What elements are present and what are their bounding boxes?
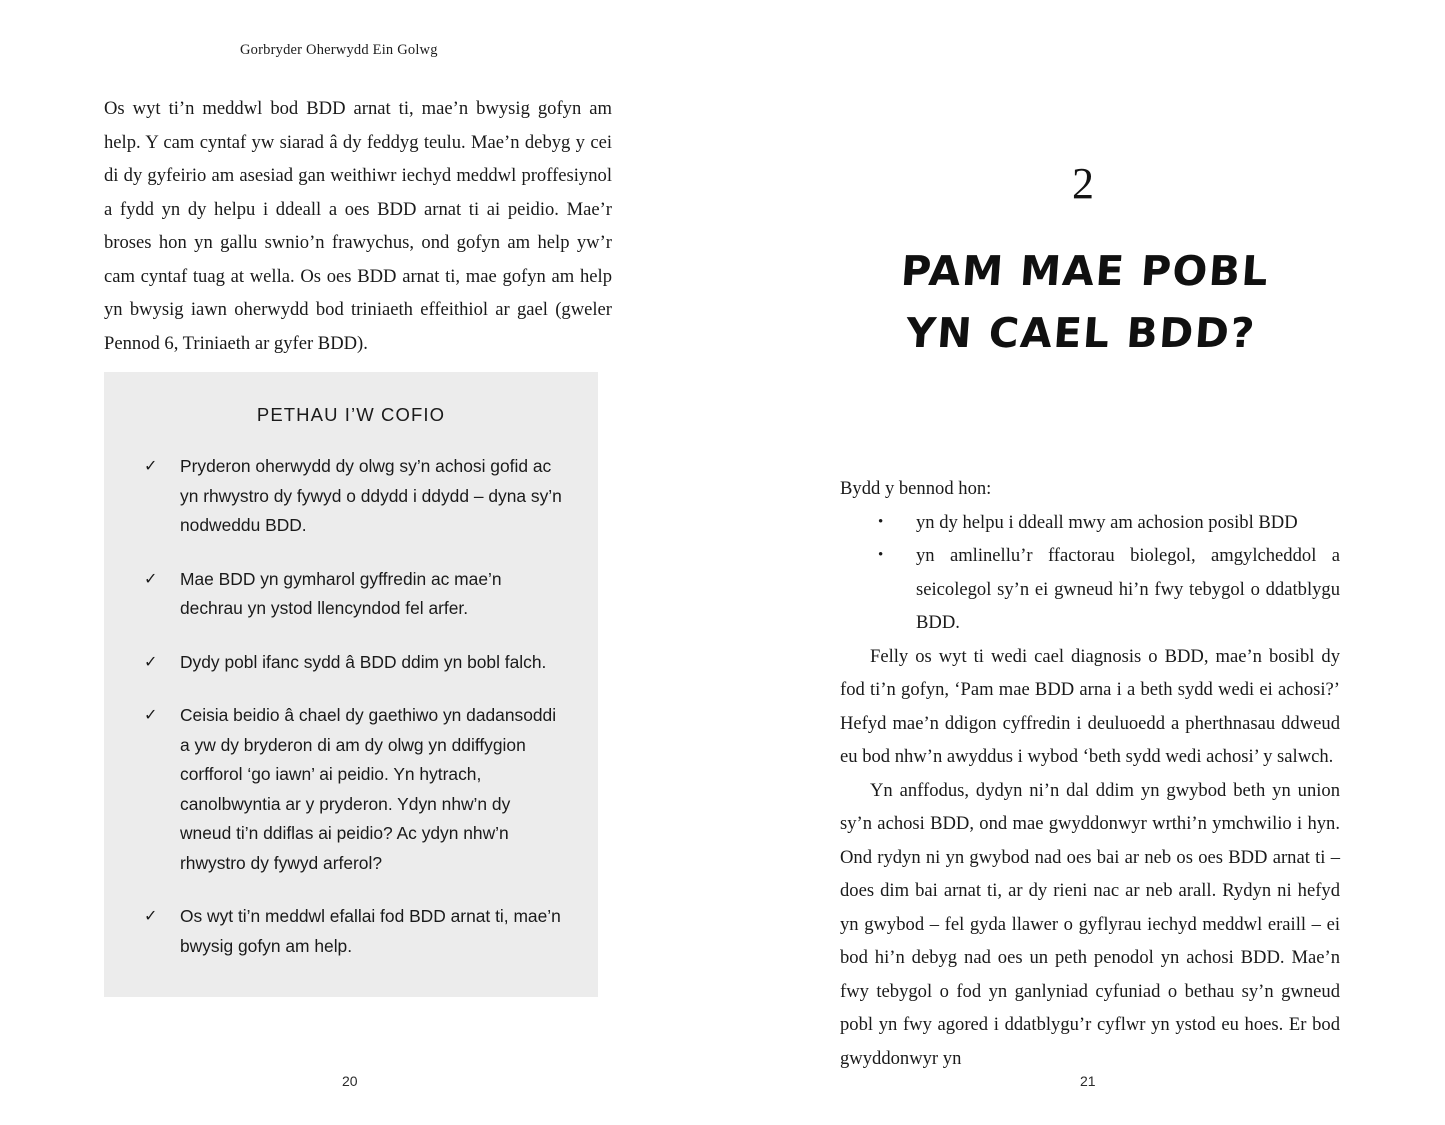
callout-title: PETHAU I’W COFIO — [256, 404, 446, 425]
check-icon: ✓ — [144, 707, 158, 724]
list-item-text: yn dy helpu i ddeall mwy am achosion posibl BDD — [916, 511, 1298, 533]
list-item-text: Os wyt ti’n meddwl efallai fod BDD arnat ti, mae’n bwysig gofyn am help. — [180, 906, 561, 956]
bullet-icon: • — [878, 547, 884, 563]
callout-check-list — [138, 452, 564, 961]
bullet-icon: • — [878, 513, 884, 530]
body-paragraph: Felly os wyt ti wedi cael diagnosis o BDD, mae’n bosibl dy fod ti’n gofyn, ‘Pam mae BDD arna i a beth sydd wedi ei achosi?’ Hefyd mae’n ddigon cyffredin i deuluoedd a pherthnasau ddweud eu bod nhw’n awyddus i wybod ‘beth sydd wedi achosi’ y salwch. — [840, 645, 1340, 767]
intro-line: Bydd y bennod hon: — [840, 478, 992, 499]
chapter-title-line-2: YN CAEL BDD? — [904, 309, 1258, 357]
body-paragraph: Os wyt ti’n meddwl bod BDD arnat ti, mae’n bwysig gofyn am help. Y cam cyntaf yw siarad â dy feddyg teulu. Mae’n debyg y cei di dy gyfeirio am asesiad gan weithiwr iechyd meddwl proffesiynol a fydd yn dy helpu i ddeall a oes BDD arnat ti ai peidio. Mae’r broses hon yn gallu swnio’n frawychus, ond gofyn am help yw’r cam cyntaf tuag at wella. Os oes BDD arnat ti, mae gofyn am help yn bwysig iawn oherwydd bod triniaeth effeithiol ar gael (gweler Pennod 6, Triniaeth ar gyfer BDD). — [104, 98, 612, 354]
right-body-column — [840, 472, 1340, 1075]
list-item-text: yn amlinellu’r ffactorau biolegol, amgylcheddol a seicolegol sy’n ei gwneud hi’n fwy tebygol o ddatblygu BDD. — [916, 545, 1340, 633]
list-item — [138, 648, 564, 678]
list-item — [840, 539, 1340, 640]
body-paragraph: Yn anffodus, dydyn ni’n dal ddim yn gwybod beth yn union sy’n achosi BDD, ond mae gwyddonwyr wrthi’n ymchwilio i hyn. Ond rydyn ni yn gwybod nad oes bai ar neb os oes BDD arnat ti – does dim bai arnat ti, ar dy rieni nac ar neb arall. Rydyn ni hefyd yn gwybod – fel gyda llawer o gyflyrau iechyd meddwl eraill – ei bod hi’n debyg nad oes un peth penodol yn achosi BDD. Mae’n fwy tebygol o fod yn ganlyniad cyfuniad o bethau sy’n gwneud pobl yn fwy agored i ddatblygu’r cyflwr yn ystod eu hoes. Er bod gwyddonwyr yn — [840, 779, 1340, 1069]
check-icon: ✓ — [144, 458, 158, 475]
list-item — [138, 452, 564, 541]
list-item — [138, 565, 564, 624]
chapter-number: 2 — [1072, 159, 1094, 208]
check-icon: ✓ — [144, 570, 158, 588]
left-page — [0, 0, 722, 1125]
list-item-text: Pryderon oherwydd dy olwg sy’n achosi gofid ac yn rhwystro dy fywyd o ddydd i ddydd – dyna sy’n nodweddu BDD. — [180, 456, 562, 535]
list-item — [138, 701, 564, 878]
right-page — [722, 0, 1444, 1125]
list-item — [840, 506, 1340, 540]
check-icon: ✓ — [144, 653, 158, 671]
list-item-text: Mae BDD yn gymharol gyffredin ac mae’n dechrau yn ystod llencyndod fel arfer. — [180, 568, 502, 618]
list-item-text: Ceisia beidio â chael dy gaethiwo yn dadansoddi a yw dy bryderon di am dy olwg yn ddiffygion corfforol ‘go iawn’ ai peidio. Yn hytrach, canolbwyntia ar y pryderon. Ydyn nhw’n dy wneud ti’n ddiflas ai peidio? Ac ydyn nhw’n rhwystro dy fywyd arferol? — [180, 705, 557, 873]
chapter-title-line-1: PAM MAE POBL — [899, 247, 1271, 295]
left-body-column — [104, 92, 612, 360]
page-number-left: 20 — [342, 1073, 358, 1089]
running-head: Gorbryder Oherwydd Ein Golwg — [240, 42, 438, 58]
list-item-text: Dydy pobl ifanc sydd â BDD ddim yn bobl falch. — [180, 651, 547, 672]
list-item — [138, 902, 564, 961]
check-icon: ✓ — [144, 908, 158, 925]
chapter-bullet-list — [840, 506, 1340, 640]
chapter-title — [718, 240, 1445, 364]
remember-callout-box — [104, 372, 598, 997]
page-number-right: 21 — [1080, 1073, 1096, 1089]
